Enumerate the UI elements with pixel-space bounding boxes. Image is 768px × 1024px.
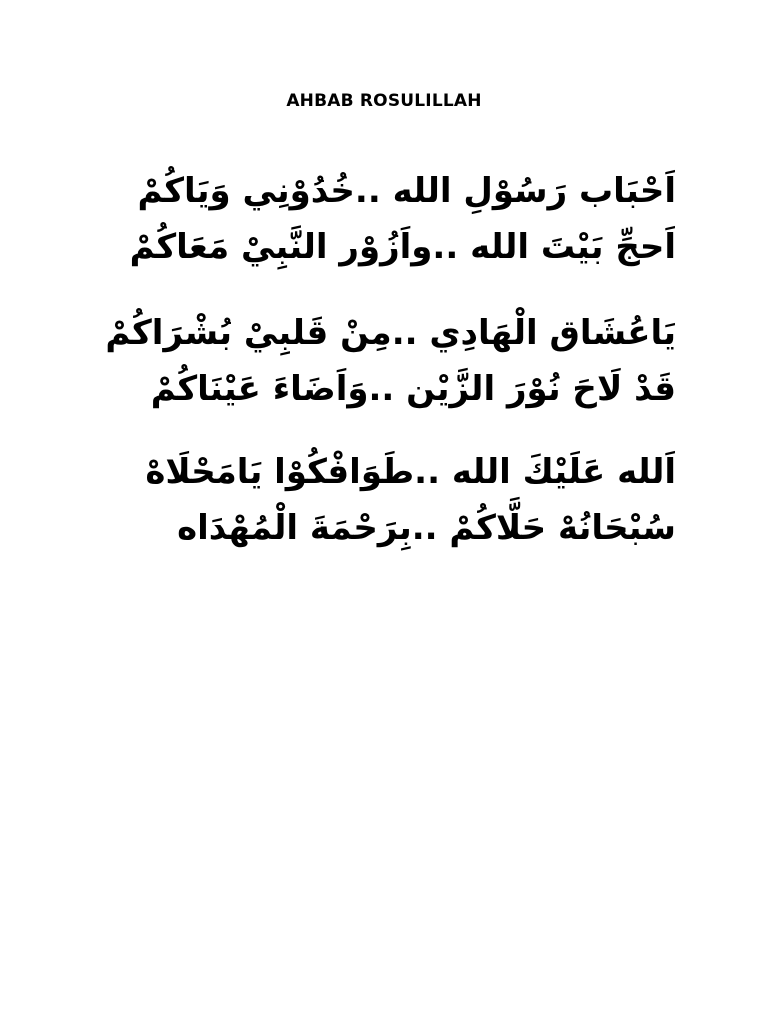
stanza-3 bbox=[116, 444, 676, 556]
verse-line-2: اَحجِّ بَيْتَ الله ..واَزُوْر النَّبِيْ مَعَاكُمْ bbox=[129, 227, 676, 267]
stanza-2 bbox=[105, 305, 676, 417]
verse-line-4: قَدْ لَاحَ نُوْرَ الزَّيْن ..وَاَضَاءَ عَيْنَاكُمْ bbox=[150, 369, 676, 409]
verse-line-6: سُبْحَانُهْ حَلَّاكُمْ ..بِرَحْمَةَ الْمُهْدَاه bbox=[177, 508, 676, 548]
verse-line-5: اَلله عَلَيْكَ الله ..طَوَافْكُوْا يَامَحْلَاهْ bbox=[145, 452, 676, 492]
verse-line-1: اَحْبَاب رَسُوْلِ الله ..خُدُوْنِي وَيَاكُمْ bbox=[137, 171, 676, 211]
document-title: AHBAB ROSULILLAH bbox=[286, 91, 482, 111]
stanza-1 bbox=[116, 163, 676, 275]
verse-line-3: يَاعُشَاق الْهَادِي ..مِنْ قَلبِيْ بُشْرَاكُمْ bbox=[105, 313, 676, 353]
